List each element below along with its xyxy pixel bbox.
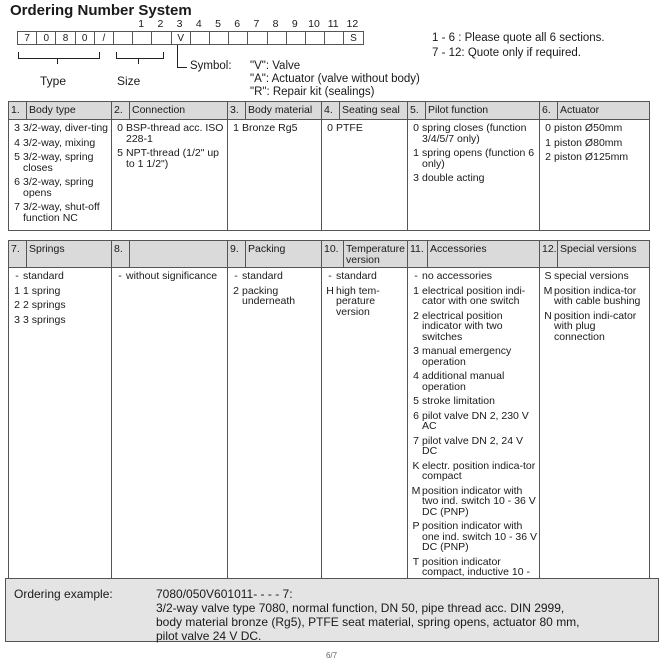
section-options <box>228 120 322 231</box>
option-code: 2 <box>14 299 20 311</box>
option-code: 2 <box>413 309 419 322</box>
option-code: 1 <box>413 147 419 159</box>
note-2: 7 - 12: Quote only if required. <box>432 47 581 59</box>
section-options <box>322 268 408 596</box>
section-header: Packing <box>246 241 322 268</box>
option-code: 4 <box>14 136 20 149</box>
option-code: 0 <box>413 122 419 134</box>
option-code: - <box>328 270 332 282</box>
position-number: 10 <box>308 18 320 30</box>
code-box <box>190 31 210 45</box>
option-text: position indicator with one ind. switch 10 - 36 V DC (PNP) <box>422 520 537 553</box>
option-code: - <box>118 270 122 282</box>
section-number: 1. <box>9 102 27 120</box>
option-code: - <box>15 270 19 282</box>
option-entry <box>410 521 537 553</box>
code-box <box>324 31 344 45</box>
option-code: 0 <box>545 122 551 134</box>
code-box: / <box>94 31 114 45</box>
option-code: H <box>326 284 334 297</box>
option-code: 6 <box>14 176 20 188</box>
option-text: PTFE <box>336 122 363 134</box>
option-code: 0 <box>327 122 333 134</box>
option-entry <box>542 123 647 134</box>
section-number: 9. <box>228 241 246 268</box>
option-entry <box>11 152 109 173</box>
option-entry <box>114 123 225 144</box>
option-entry <box>542 311 647 343</box>
section-number: 6. <box>540 102 558 120</box>
option-code: 3 <box>14 313 20 326</box>
option-code: - <box>414 270 418 282</box>
option-text: standard <box>23 270 64 282</box>
ordering-table-sections-7-12 <box>8 240 650 596</box>
symbol-item: "A": Actuator (valve without body) <box>250 73 420 85</box>
option-code: T <box>412 555 420 568</box>
option-code: 5 <box>413 395 419 407</box>
section-number: 3. <box>228 102 246 120</box>
symbol-item: "R": Repair kit (sealings) <box>250 86 375 98</box>
option-entry <box>410 173 537 184</box>
code-box <box>267 31 287 45</box>
option-entry <box>11 202 109 223</box>
symbol-label: Symbol: <box>190 60 232 72</box>
option-text: no accessories <box>422 270 493 282</box>
option-entry <box>230 123 319 134</box>
code-box <box>209 31 229 45</box>
section-header: Body type <box>27 102 112 120</box>
option-text: double acting <box>422 172 485 184</box>
ordering-example-code: 7080/050V601011- - - - 7: <box>156 587 293 601</box>
option-code: N <box>544 309 552 322</box>
option-text: BSP-thread acc. ISO 228-1 <box>126 122 224 145</box>
option-entry <box>11 138 109 149</box>
section-number: 5. <box>408 102 426 120</box>
ordering-example-text <box>156 587 580 643</box>
option-text: piston Ø50mm <box>554 122 623 134</box>
size-label: Size <box>117 74 141 88</box>
option-text: 3/2-way, shut-off function NC <box>23 201 100 224</box>
position-number: 3 <box>176 18 183 30</box>
code-box <box>247 31 267 45</box>
option-entry <box>324 123 405 134</box>
type-label: Type <box>40 74 67 88</box>
option-text: standard <box>242 270 283 282</box>
position-number: 6 <box>234 18 241 30</box>
option-text: additional manual operation <box>422 370 505 393</box>
option-code: 6 <box>413 409 419 422</box>
ordering-example-line: 3/2-way valve type 7080, normal function, DN 50, pipe thread acc. DIN 2999, <box>156 601 565 615</box>
option-text: 3 springs <box>23 313 66 326</box>
notes <box>432 31 605 61</box>
code-box <box>151 31 171 45</box>
code-box: S <box>343 31 363 45</box>
section-options <box>322 120 408 231</box>
option-entry <box>410 396 537 407</box>
option-entry <box>114 271 225 282</box>
page-title: Ordering Number System <box>10 2 192 19</box>
option-text: without significance <box>126 270 218 282</box>
symbol-list <box>250 60 420 99</box>
option-entry <box>230 286 319 307</box>
option-text: electrical position indi-cator with one switch <box>422 284 526 307</box>
option-code: 7 <box>14 201 20 213</box>
option-code: - <box>234 270 238 282</box>
code-box: 7 <box>17 31 37 45</box>
option-entry <box>542 286 647 307</box>
option-text: spring closes (function 3/4/5/7 only) <box>422 122 527 145</box>
position-number: 7 <box>253 18 260 30</box>
position-number: 11 <box>327 18 339 30</box>
section-header: Accessories <box>428 241 540 268</box>
section-header: Connection <box>130 102 228 120</box>
option-text: standard <box>336 270 377 282</box>
option-entry <box>410 436 537 457</box>
position-number: 5 <box>215 18 221 30</box>
ordering-example-box <box>5 578 659 642</box>
option-text: pilot valve DN 2, 230 V AC <box>422 409 529 432</box>
code-box <box>305 31 325 45</box>
option-text: electr. position indica-tor compact <box>422 459 536 482</box>
position-number: 12 <box>346 18 359 30</box>
option-code: 5 <box>117 147 123 159</box>
option-code: 2 <box>233 284 239 297</box>
position-number: 8 <box>272 18 279 30</box>
section-header: Seating seal <box>340 102 408 120</box>
option-code: 3 <box>14 122 20 134</box>
option-code: P <box>412 520 420 532</box>
option-text: position indicator with two ind. switch 10 - 36 V DC (PNP) <box>422 484 536 518</box>
option-code: 3 <box>413 172 419 184</box>
option-entry <box>11 300 109 311</box>
note-1: 1 - 6 : Please quote all 6 sections. <box>432 32 605 44</box>
option-code: 2 <box>545 151 551 163</box>
option-text: 2 springs <box>23 299 66 311</box>
ordering-table-sections-1-6 <box>8 101 650 231</box>
option-code: 1 <box>545 136 551 149</box>
option-text: pilot valve DN 2, 24 V DC <box>422 434 523 457</box>
section-number: 11. <box>408 241 428 268</box>
section-number: 10. <box>322 241 344 268</box>
ordering-example-line: body material bronze (Rg5), PTFE seat material, spring opens, actuator 80 mm, <box>156 615 580 629</box>
option-code: M <box>543 284 553 297</box>
position-number: 1 <box>138 18 145 30</box>
option-text: packing underneath <box>242 284 296 307</box>
option-entry <box>410 461 537 482</box>
section-header: Pilot function <box>426 102 540 120</box>
option-text: high tem-perature version <box>336 284 380 318</box>
option-text: position indi-cator with plug connection <box>554 309 637 343</box>
option-entry <box>542 138 647 149</box>
option-text: manual emergency operation <box>422 345 512 368</box>
option-text: 3/2-way, spring closes <box>23 151 94 174</box>
option-text: position indica-tor with cable bushing <box>554 284 641 307</box>
option-entry <box>410 271 537 282</box>
symbol-item: "V": Valve <box>250 60 301 72</box>
option-text: NPT-thread (1/2" up to 1 1/2") <box>126 147 220 170</box>
option-entry <box>542 152 647 163</box>
section-options <box>540 268 650 596</box>
option-code: 1 <box>14 284 20 297</box>
section-options <box>408 268 540 596</box>
section-options <box>540 120 650 231</box>
page-number: 6/7 <box>325 651 338 660</box>
type-bracket <box>18 52 100 59</box>
option-code: 3 <box>413 345 419 357</box>
position-number: 9 <box>291 18 298 30</box>
code-box: 0 <box>36 31 56 45</box>
option-text: 3/2-way, spring opens <box>23 176 94 199</box>
section-header: Body material <box>246 102 322 120</box>
option-entry <box>410 311 537 343</box>
option-code: M <box>411 484 421 497</box>
section-options <box>408 120 540 231</box>
ordering-example-line: pilot valve 24 V DC. <box>156 629 262 643</box>
section-options <box>112 268 228 596</box>
option-entry <box>410 148 537 169</box>
option-entry <box>230 271 319 282</box>
option-text: 1 spring <box>23 284 61 297</box>
option-entry <box>11 286 109 297</box>
code-box <box>286 31 306 45</box>
section-header: Actuator <box>558 102 650 120</box>
option-entry <box>324 271 405 282</box>
option-code: S <box>544 270 552 282</box>
code-box: 8 <box>55 31 75 45</box>
option-text: position indicator compact, inductive 10 - <box>422 555 530 578</box>
section-number: 8. <box>112 241 130 268</box>
code-box: V <box>171 31 191 45</box>
code-box <box>113 31 133 45</box>
section-header: Special versions <box>558 241 650 268</box>
option-text: electrical position indicator with two switches <box>422 309 503 343</box>
section-options <box>9 120 112 231</box>
option-text: 3/2-way, mixing <box>23 136 96 149</box>
section-options <box>112 120 228 231</box>
option-text: Bronze Rg5 <box>242 122 298 134</box>
option-entry <box>410 371 537 392</box>
option-text: special versions <box>554 270 629 282</box>
section-header: Temperature version <box>344 241 408 268</box>
option-code: 1 <box>233 122 239 134</box>
code-box <box>228 31 248 45</box>
option-code: 7 <box>413 434 419 447</box>
size-bracket <box>116 52 164 59</box>
option-code: 0 <box>117 122 123 134</box>
option-code: K <box>412 459 420 472</box>
section-number: 4. <box>322 102 340 120</box>
option-entry <box>410 486 537 518</box>
code-box <box>132 31 152 45</box>
section-number: 7. <box>9 241 27 268</box>
option-text: piston Ø125mm <box>554 151 629 163</box>
option-text: stroke limitation <box>422 395 495 407</box>
option-text: spring opens (function 6 only) <box>422 147 535 170</box>
option-code: 4 <box>413 370 419 382</box>
section-header <box>130 241 228 268</box>
option-entry <box>542 271 647 282</box>
option-code: 1 <box>413 284 419 297</box>
option-entry <box>11 315 109 326</box>
option-entry <box>410 411 537 432</box>
code-box: 0 <box>75 31 95 45</box>
section-number: 2. <box>112 102 130 120</box>
option-text: piston Ø80mm <box>554 136 623 149</box>
option-code: 5 <box>14 151 20 163</box>
position-number: 4 <box>195 18 202 30</box>
option-entry <box>410 123 537 144</box>
section-options <box>228 268 322 596</box>
option-text: 3/2-way, diver-ting <box>23 122 109 134</box>
section-number: 12. <box>540 241 558 268</box>
option-entry <box>11 177 109 198</box>
section-header: Springs <box>27 241 112 268</box>
ordering-example-label: Ordering example: <box>14 587 113 601</box>
option-entry <box>11 123 109 134</box>
section-options <box>9 268 112 596</box>
option-entry <box>324 286 405 318</box>
option-entry <box>410 346 537 367</box>
option-entry <box>114 148 225 169</box>
position-number: 2 <box>157 18 164 30</box>
option-entry <box>410 286 537 307</box>
option-entry <box>11 271 109 282</box>
